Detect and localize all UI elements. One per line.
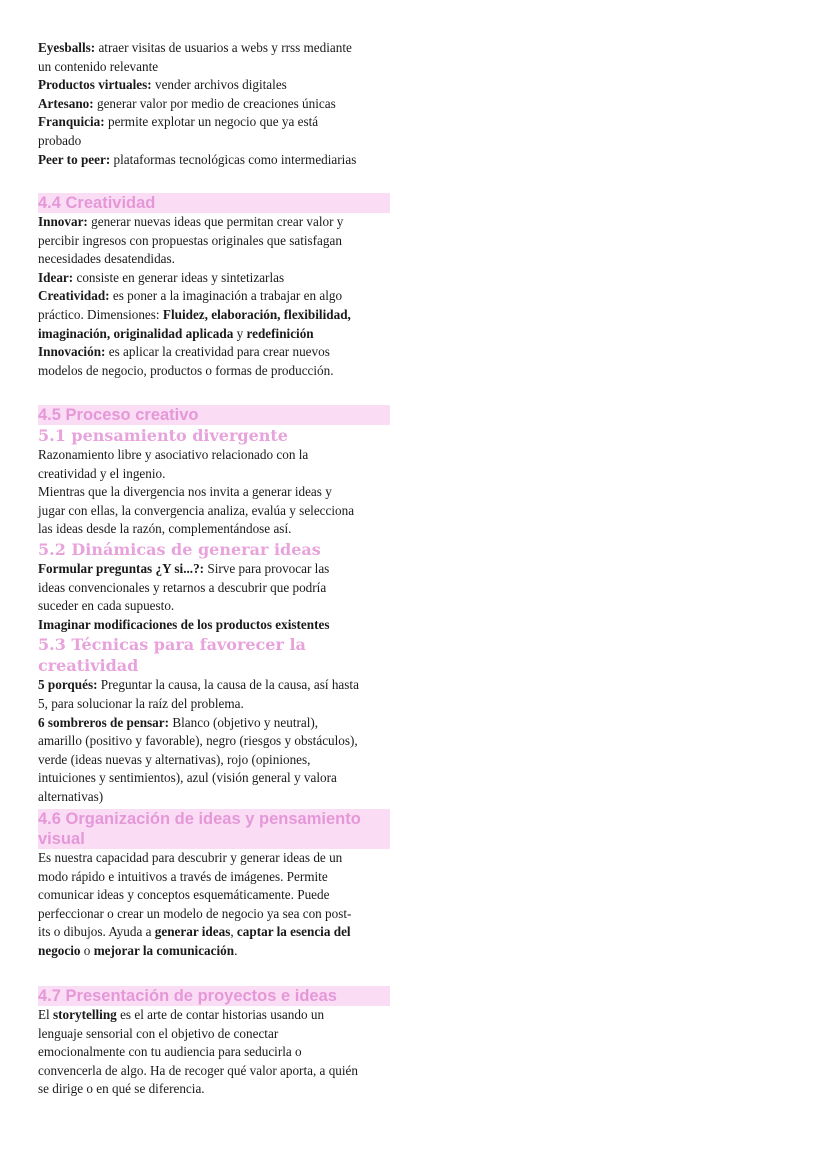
section-presentacion-proyectos (38, 986, 390, 1099)
text-line (38, 213, 390, 232)
text-line (38, 113, 390, 132)
definition-text: necesidades desatendidas. (38, 251, 175, 267)
text-line: Razonamiento libre y asociativo relacionado con la (38, 447, 309, 462)
definition-text: consiste en generar ideas y sintetizarlas (73, 269, 285, 285)
term-innovacion: Innovación: (38, 344, 106, 360)
text-line: se dirige o en qué se diferencia. (38, 1081, 205, 1097)
text-line: 5, para solucionar la raíz del problema. (38, 695, 244, 711)
text-line: perfeccionar o crear un modelo de negocio ya sea con post- (38, 905, 352, 921)
text-line: lenguaje sensorial con el objetivo de conectar (38, 1025, 279, 1041)
section-creatividad (38, 193, 390, 380)
emphasis-bold: generar ideas (154, 924, 231, 940)
section-heading (38, 809, 390, 849)
text-line: emocionalmente con tu audiencia para seducirla o (38, 1044, 302, 1060)
definition-text: y (233, 325, 247, 341)
section-organizacion-ideas (38, 809, 390, 961)
section-proceso-creativo (38, 405, 390, 807)
definition-text: o (80, 942, 94, 958)
section-heading: 4.7 Presentación de proyectos e ideas (38, 986, 390, 1006)
text-line (38, 151, 390, 170)
definition-text: probado (38, 132, 82, 148)
text-line: creatividad y el ingenio. (38, 465, 166, 481)
definition-text: generar nuevas ideas que permitan crear valor y (87, 214, 344, 229)
subsection-heading: 5.2 Dinámicas de generar ideas (38, 539, 321, 559)
term-imaginar-modificaciones: Imaginar modificaciones de los productos existentes (38, 616, 330, 632)
definition-text: es aplicar la creatividad para crear nuevos (105, 344, 330, 360)
definition-text: modelos de negocio, productos o formas de producción. (38, 362, 334, 378)
text-line: las ideas desde la razón, complementándose así. (38, 521, 292, 537)
term-franquicia: Franquicia: (38, 114, 105, 130)
text-line (38, 923, 390, 942)
business-models-block (38, 39, 390, 169)
section-heading: 4.5 Proceso creativo (38, 405, 390, 425)
text-line (38, 560, 390, 579)
text-line (38, 325, 390, 344)
text-line (38, 232, 390, 251)
dimensions-bold: Fluidez, elaboración, flexibilidad, (162, 306, 351, 322)
term-5-porques: 5 porqués: (38, 677, 98, 693)
definition-text: Blanco (objetivo y neutral), (169, 714, 319, 730)
definition-text: un contenido relevante (38, 58, 159, 74)
text-line (38, 362, 390, 381)
text-line (38, 714, 390, 733)
definition-text: generar valor por medio de creaciones únicas (93, 95, 336, 111)
text-line (38, 95, 390, 114)
text-line (38, 76, 390, 95)
term-formular-preguntas: Formular preguntas ¿Y si...?: (38, 560, 205, 576)
text-line (38, 1006, 390, 1025)
text-line: verde (ideas nuevas y alternativas), rojo (opiniones, (38, 751, 311, 767)
text-line: jugar con ellas, la convergencia analiza, evalúa y selecciona (38, 502, 355, 518)
text-line (38, 616, 390, 635)
text-line: suceder en cada supuesto. (38, 598, 175, 614)
term-creatividad: Creatividad: (38, 288, 110, 304)
text-line: alternativas) (38, 788, 104, 804)
text-line: Mientras que la divergencia nos invita a generar ideas y (38, 484, 332, 500)
text-line (38, 58, 390, 77)
section-heading-line: 4.6 Organización de ideas y pensamiento (38, 810, 361, 828)
term-peer-to-peer: Peer to peer: (38, 151, 111, 167)
text-line: modo rápido e intuitivos a través de imágenes. Permite (38, 868, 328, 884)
definition-text: Preguntar la causa, la causa de la causa, así hasta (97, 677, 359, 693)
term-idear: Idear: (38, 269, 74, 285)
definition-text: es el arte de contar historias usando un (116, 1007, 325, 1022)
definition-text: Sirve para provocar las (204, 560, 330, 576)
definition-text: plataformas tecnológicas como intermediarias (110, 151, 357, 167)
subsection-heading: 5.1 pensamiento divergente (38, 426, 288, 445)
definition-text: permite explotar un negocio que ya está (104, 114, 319, 130)
definition-text: , (230, 924, 237, 940)
definition-text: es poner a la imaginación a trabajar en algo (109, 288, 343, 304)
subsection-heading: 5.3 Técnicas para favorecer la creatividad (38, 635, 306, 676)
text-line: comunicar ideas y conceptos esquemáticamente. Puede (38, 887, 330, 903)
emphasis-bold: captar la esencia del (236, 924, 351, 940)
dimensions-bold: imaginación, originalidad aplicada (38, 325, 234, 341)
definition-text: atraer visitas de usuarios a webs y rrss mediante (95, 40, 352, 55)
definition-text: percibir ingresos con propuestas originales que satisfagan (38, 232, 342, 248)
definition-text: its o dibujos. Ayuda a (38, 924, 155, 940)
text-line: intuiciones y sentimientos), azul (visión general y valora (38, 770, 337, 786)
term-innovar: Innovar: (38, 214, 88, 229)
text-line: Es nuestra capacidad para descubrir y generar ideas de un (38, 850, 343, 865)
text-line: convencerla de algo. Ha de recoger qué valor aporta, a quién (38, 1062, 359, 1078)
term-productos-virtuales: Productos virtuales: (38, 77, 152, 93)
term-6-sombreros: 6 sombreros de pensar: (38, 714, 170, 730)
text-line (38, 132, 390, 151)
text-line (38, 39, 390, 58)
text-line (38, 343, 390, 362)
text-line (38, 306, 390, 325)
definition-text: El (38, 1007, 54, 1022)
section-heading-line: visual (38, 830, 85, 848)
term-artesano: Artesano: (38, 95, 94, 111)
text-line (38, 942, 390, 961)
text-line (38, 287, 390, 306)
section-heading: 4.4 Creatividad (38, 193, 390, 213)
emphasis-bold: negocio (38, 942, 81, 958)
text-line (38, 269, 390, 288)
text-line: ideas convencionales y retarnos a descubrir que podría (38, 579, 327, 595)
text-line (38, 676, 390, 695)
dimensions-bold: redefinición (246, 325, 314, 341)
definition-text: . (234, 942, 238, 958)
text-line: amarillo (positivo y favorable), negro (riesgos y obstáculos), (38, 733, 358, 749)
emphasis-bold: mejorar la comunicación (93, 942, 235, 958)
term-storytelling: storytelling (53, 1007, 117, 1022)
text-line (38, 250, 390, 269)
term-eyesballs: Eyesballs: (38, 40, 96, 55)
definition-text: práctico. Dimensiones: (38, 306, 163, 322)
definition-text: vender archivos digitales (151, 77, 287, 93)
